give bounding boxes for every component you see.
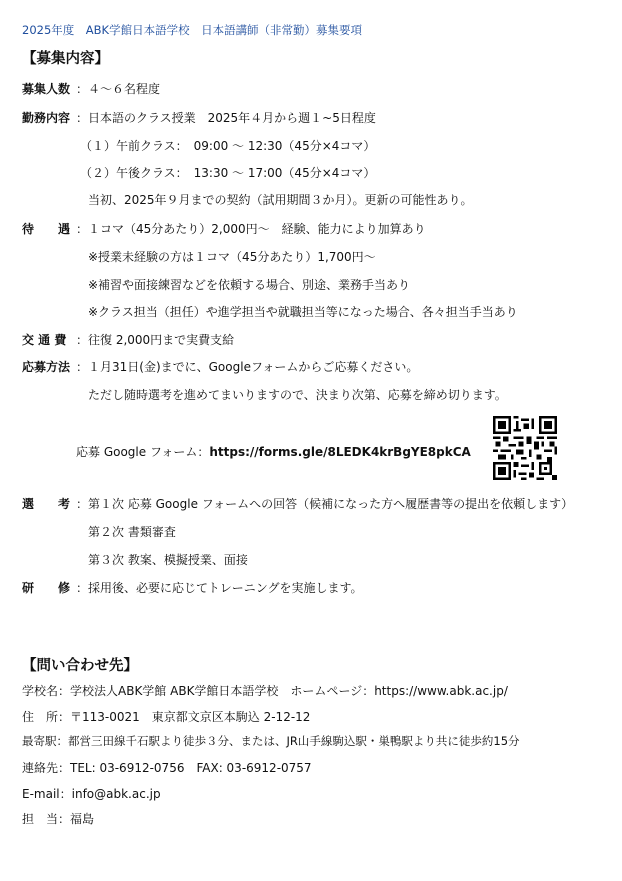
- qr-code-icon[interactable]: [493, 416, 557, 480]
- contact-email: E-mail：info@abk.ac.jp: [22, 787, 161, 801]
- duty-row: [22, 109, 376, 126]
- pm-class: （２）午後クラス： 13:30 ～ 17:00（45分×4コマ）: [80, 166, 376, 180]
- select-step-2: 第２次 書類審査: [88, 525, 176, 539]
- training-row: [22, 579, 363, 596]
- duty-value: ：日本語のクラス授業 2025年４月から週１~5日程度: [76, 111, 376, 125]
- pay-label: 待 遇: [22, 222, 71, 236]
- pay-note-1: ※授業未経験の方は１コマ（45分あたり）1,700円～: [88, 250, 376, 264]
- contact-person: 担 当：福島: [22, 812, 95, 826]
- pay-note-3: ※クラス担当（担任）や進学担当や就職担当等になった場合、各々担当手当あり: [88, 305, 518, 319]
- apply-note: ただし随時選考を進めてまいりますので、決まり次第、応募を締め切ります。: [88, 388, 507, 402]
- pay-value: ：１コマ（45分あたり）2,000円～ 経験、能力により加算あり: [76, 222, 426, 236]
- contact-address: 住 所：〒113-0021 東京都文京区本駒込 2-12-12: [22, 710, 311, 724]
- apply-row: [22, 358, 418, 375]
- document-header: 2025年度 ABK学館日本語学校 日本語講師（非常勤）募集要項: [22, 23, 363, 37]
- apply-label: 応募方法: [22, 360, 71, 374]
- form-row: [76, 443, 471, 460]
- pay-row: [22, 220, 426, 237]
- pay-note-2: ※補習や面接練習などを依頼する場合、別途、業務手当あり: [88, 278, 411, 292]
- form-url-link[interactable]: https://forms.gle/8LEDK4krBgYE8pkCA: [209, 445, 471, 459]
- select-step-3: 第３次 教案、模擬授業、面接: [88, 553, 248, 567]
- count-value: ：４～６名程度: [76, 82, 161, 96]
- duty-label: 勤務内容: [22, 111, 71, 125]
- transport-value: ：往復 2,000円まで実費支給: [76, 333, 235, 347]
- select-step-1: ：第１次 応募 Google フォームへの回答（候補になった方へ履歴書等の提出を依頼します）: [76, 497, 574, 511]
- form-label: 応募 Google フォーム：: [76, 445, 210, 459]
- contact-phone: 連絡先：TEL: 03-6912-0756 FAX: 03-6912-0757: [22, 761, 312, 775]
- recruit-heading: 【募集内容】: [22, 51, 109, 67]
- contract-note: 当初、2025年９月までの契約（試用期間３か月）。更新の可能性あり。: [88, 193, 473, 207]
- select-label: 選 考: [22, 497, 71, 511]
- training-value: ：採用後、必要に応じてトレーニングを実施します。: [76, 581, 363, 595]
- training-label: 研 修: [22, 581, 71, 595]
- contact-school: 学校名：学校法人ABK学館 ABK学館日本語学校 ホームページ：https://www.abk.ac.jp/: [22, 684, 508, 698]
- apply-value: ：１月31日(金)までに、Googleフォームからご応募ください。: [76, 360, 419, 374]
- am-class: （１）午前クラス： 09:00 ～ 12:30（45分×4コマ）: [80, 139, 376, 153]
- transport-label: 交 通 費: [22, 333, 67, 347]
- select-row: [22, 495, 573, 512]
- contact-heading: 【問い合わせ先】: [22, 658, 138, 674]
- count-row: [22, 80, 160, 97]
- transport-row: [22, 331, 234, 348]
- contact-station: 最寄駅：都営三田線千石駅より徒歩３分、または、JR山手線駒込駅・巣鴨駅より共に徒歩約15分: [22, 734, 520, 748]
- count-label: 募集人数: [22, 82, 71, 96]
